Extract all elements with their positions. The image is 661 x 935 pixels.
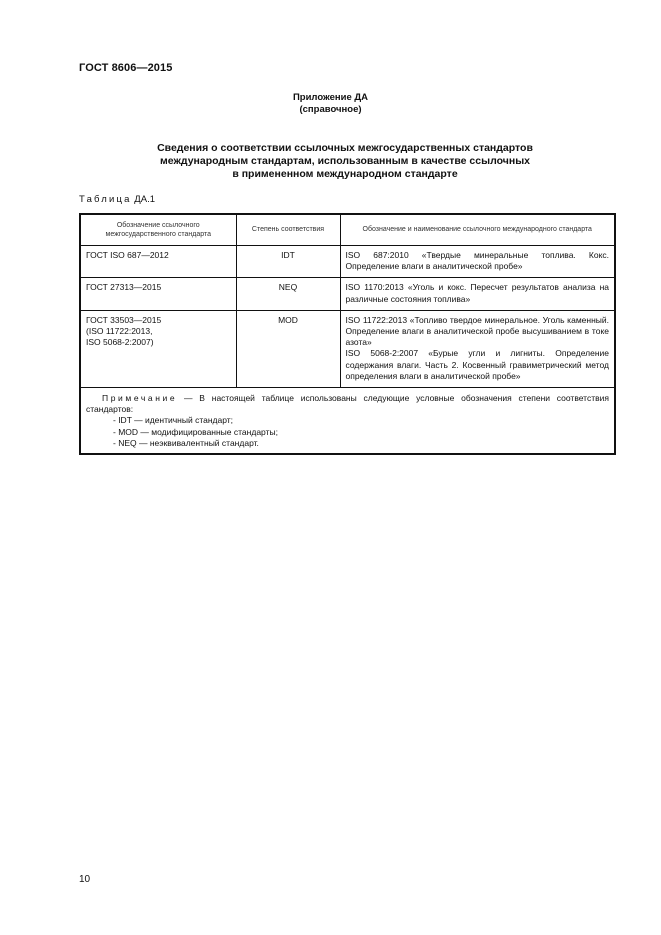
- national-standard-line: ГОСТ 33503—2015: [86, 314, 162, 325]
- table-row: [80, 246, 615, 278]
- title-line-2: международным стандартам, использованным в качестве ссылочных: [159, 155, 530, 167]
- appendix-heading: [0, 92, 661, 116]
- national-standard-cell: [80, 310, 236, 387]
- degree-cell: MOD: [236, 310, 340, 387]
- note-item: - MOD — модифицированные стандарты;: [113, 426, 278, 437]
- note-item: - NEQ — неэквивалентный стандарт.: [113, 437, 259, 448]
- international-standard-entry: ISO 11722:2013 «Топливо твердое минеральное. Уголь каменный. Определение влаги в аналитической пробе высушиванием в токе азота»: [345, 314, 609, 348]
- degree-cell: NEQ: [236, 278, 340, 310]
- standards-table: [79, 213, 616, 455]
- title-line-3: в примененном международном стандарте: [232, 168, 458, 180]
- table-caption-label: Таблица: [79, 194, 132, 205]
- international-standard-cell: ISO 1170:2013 «Уголь и кокс. Пересчет результатов анализа на различные состояния топлива»: [340, 278, 615, 310]
- national-standard-line: (ISO 11722:2013,: [86, 326, 153, 337]
- international-standard-cell: ISO 687:2010 «Твердые минеральные топлива. Кокс. Определение влаги в аналитической пробе»: [340, 246, 615, 278]
- table-note-row: [80, 388, 615, 455]
- national-standard-cell: ГОСТ 27313—2015: [80, 278, 236, 310]
- table-caption: [79, 194, 155, 205]
- table-caption-number: ДА.1: [134, 194, 155, 205]
- table-header-row: [80, 214, 615, 246]
- note-text: — В настоящей таблице использованы следующие условные обозначения степени соответствия стандартов:: [86, 393, 609, 415]
- note-item: - IDT — идентичный стандарт;: [113, 415, 234, 426]
- table-note: [80, 388, 615, 455]
- note-label: Примечание: [102, 393, 178, 404]
- national-standard-cell: ГОСТ ISO 687—2012: [80, 246, 236, 278]
- appendix-title: Приложение ДА: [292, 92, 369, 103]
- national-standard-line: ISO 5068-2:2007): [86, 337, 154, 348]
- title-line-1: Сведения о соответствии ссылочных межгосударственных стандартов: [157, 142, 533, 154]
- page-number: 10: [79, 874, 91, 885]
- header-national-standard: Обозначение ссылочного межгосударственного стандарта: [80, 214, 236, 246]
- table-row: [80, 278, 615, 310]
- header-degree: Степень соответствия: [236, 214, 340, 246]
- international-standard-cell: [340, 310, 615, 387]
- document-code: ГОСТ 8606—2015: [79, 62, 173, 74]
- note-intro: [86, 393, 609, 415]
- table-row: [80, 310, 615, 387]
- header-international-standard: Обозначение и наименование ссылочного международного стандарта: [340, 214, 615, 246]
- international-standard-entry: ISO 5068-2:2007 «Бурые угли и лигниты. Определение содержания влаги. Часть 2. Косвенный гравиметрический метод определения влаги в аналитической пробе»: [345, 348, 609, 381]
- degree-cell: IDT: [236, 246, 340, 278]
- section-title: [100, 142, 590, 181]
- appendix-subtitle: (справочное): [299, 104, 362, 115]
